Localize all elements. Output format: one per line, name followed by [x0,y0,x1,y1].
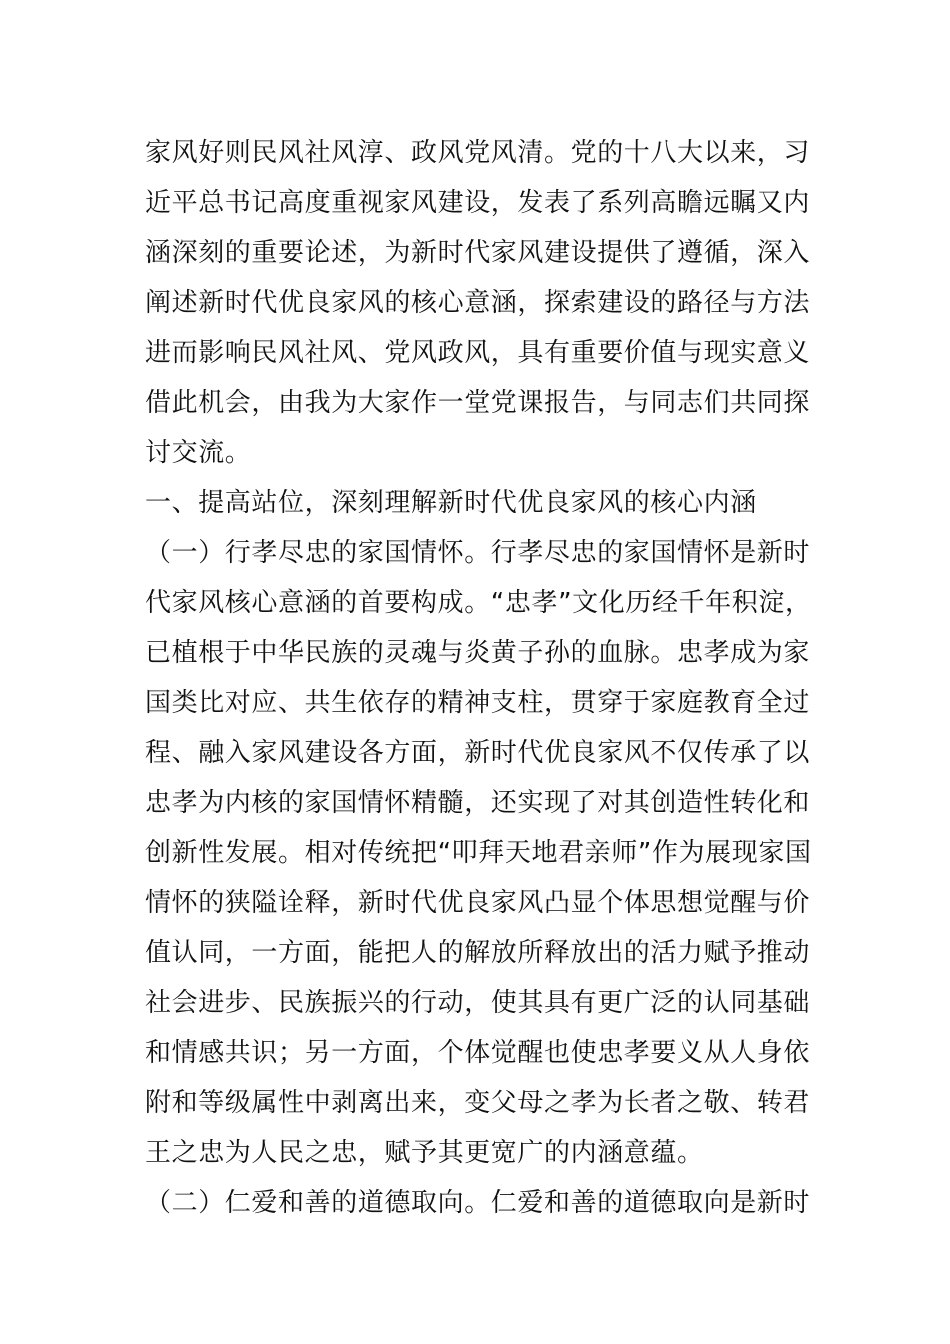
paragraph-line: 创新性发展。相对传统把“叩拜天地君亲师”作为展现家国 [145,838,812,868]
subsection-line: （二）仁爱和善的道德取向。仁爱和善的道德取向是新时 [145,1188,811,1218]
paragraph-line: 近平总书记高度重视家风建设，发表了系列高瞻远瞩又内 [145,188,811,218]
paragraph-line: 代家风核心意涵的首要构成。“忠孝”文化历经千年积淀， [145,588,812,618]
paragraph-line: 王之忠为人民之忠，赋予其更宽广的内涵意蕴。 [145,1138,704,1168]
paragraph-line: 附和等级属性中剥离出来，变父母之孝为长者之敬、转君 [145,1088,811,1118]
section-heading: 一、提高站位，深刻理解新时代优良家风的核心内涵 [145,488,757,518]
paragraph-line: 社会进步、民族振兴的行动，使其具有更广泛的认同基础 [145,988,811,1018]
paragraph-line: 家风好则民风社风淳、政风党风清。党的十八大以来，习 [145,138,811,168]
paragraph-line: 和情感共识；另一方面，个体觉醒也使忠孝要义从人身依 [145,1038,811,1068]
paragraph-line: 涵深刻的重要论述，为新时代家风建设提供了遵循，深入 [145,238,811,268]
paragraph-line: 已植根于中华民族的灵魂与炎黄子孙的血脉。忠孝成为家 [145,638,811,668]
paragraph-line: 值认同，一方面，能把人的解放所释放出的活力赋予推动 [145,938,811,968]
paragraph-line: 国类比对应、共生依存的精神支柱，贯穿于家庭教育全过 [145,688,811,718]
paragraph-line: 阐述新时代优良家风的核心意涵，探索建设的路径与方法 [145,288,811,318]
paragraph-line: 讨交流。 [145,438,252,468]
document-body [145,128,815,1228]
paragraph-line: 情怀的狭隘诠释，新时代优良家风凸显个体思想觉醒与价 [145,888,811,918]
paragraph-line: 进而影响民风社风、党风政风，具有重要价值与现实意义 [145,338,811,368]
paragraph-line: 程、融入家风建设各方面，新时代优良家风不仅传承了以 [145,738,811,768]
subsection-line: （一）行孝尽忠的家国情怀。行孝尽忠的家国情怀是新时 [145,538,811,568]
paragraph-line: 借此机会，由我为大家作一堂党课报告，与同志们共同探 [145,388,811,418]
paragraph-line: 忠孝为内核的家国情怀精髓，还实现了对其创造性转化和 [145,788,811,818]
